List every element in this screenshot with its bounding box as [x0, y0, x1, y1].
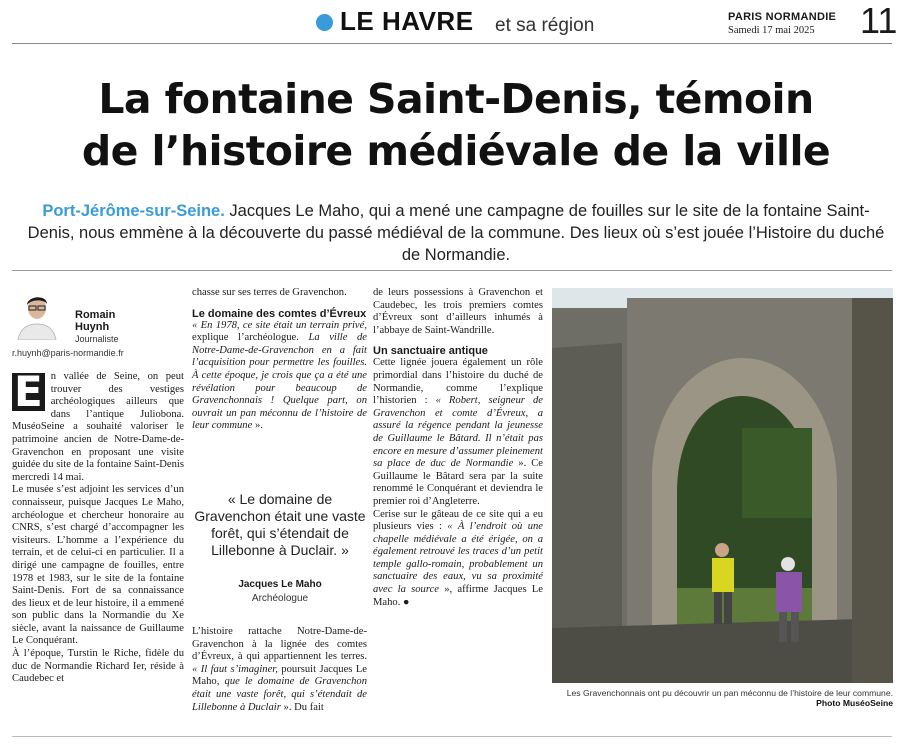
standfirst [20, 200, 892, 266]
subheading: Un sanctuaire antique [373, 345, 488, 358]
text: explique l’archéologue. [192, 332, 309, 344]
pull-quote-role: Archéologue [251, 593, 309, 604]
section-subtitle: et sa région [495, 15, 595, 36]
text: ». Du fait [280, 701, 324, 713]
paragraph [192, 320, 367, 433]
article-column-3 [373, 287, 543, 609]
author-email[interactable]: r.huynh@paris-normandie.fr [12, 348, 124, 358]
headline-line-2: de l’histoire médiévale de la ville [81, 127, 831, 175]
drop-cap: E [14, 367, 43, 416]
issue-date: Samedi 17 mai 2025 [728, 25, 815, 36]
paragraph [373, 357, 543, 508]
article-column-1 [12, 367, 184, 686]
author-role: Journaliste [75, 334, 119, 344]
quote-text: « À l’endroit où une chapelle médiévale a été érigée, on a également retrouvé les traces d’un petit temple gallo-romain, probablement un sanctuaire des eaux, vu sa proximité avec la source [373, 521, 543, 596]
author-first-name: Romain [75, 309, 116, 321]
quote-text: « En 1978, ce site était un terrain privé, [192, 319, 367, 331]
footer-rule [12, 736, 892, 737]
text: poursuit Jacques Le Maho, [192, 663, 367, 688]
paragraph [373, 509, 543, 610]
text: », affirme Jacques Le Maho. ● [373, 584, 543, 608]
author-name [75, 309, 115, 333]
paragraph: n vallée de Seine, on peut trouver des vestiges archéologiques ailleurs que dans l’antique Juliobona. MuséoSeine a souhaité valoriser le patrimoine ancien de Notre-Dame-de-Gravenchon en proposant une visite guidée du site de la fontaine Saint-Denis mercredi 14 mai. [12, 371, 184, 483]
standfirst-rule [12, 270, 892, 271]
paragraph: chasse sur ses terres de Gravenchon. [192, 287, 347, 298]
section-title: LE HAVRE [340, 6, 474, 36]
headline-line-1: La fontaine Saint-Denis, témoin [98, 75, 814, 123]
paragraph: À l’époque, Turstin le Riche, fidèle du duc de Normandie Richard Ier, réside à Caudebec et [12, 648, 184, 685]
author-avatar [16, 288, 58, 340]
paragraph: Le musée s’est adjoint les services d’un connaisseur, puisque Jacques Le Maho, archéologue et chercheur honoraire au CNRS, s’est chargé d’accompagner les visiteurs. L’homme a l’expérience du terrain, et de celui-ci en particulier. Il a dirigé une campagne de fouilles, entre 1978 et 1983, sur le site de la fontaine Saint-Denis. Fort de sa connaissance des lieux et de leur histoire, il a emmené son public dans la Normandie du Xe siècle, avant la naissance de Guillaume Le Conquérant. [12, 484, 184, 647]
quote-text: « Il faut s’imaginer, [192, 663, 278, 675]
article-photo [552, 288, 893, 683]
section-dot [316, 14, 333, 31]
subheading: Le domaine des comtes d’Évreux [192, 307, 367, 320]
text: ». [252, 420, 263, 432]
text: Cerise sur le gâteau de ce site qui a eu plusieurs vies : [373, 508, 543, 533]
page-number: 11 [860, 0, 898, 41]
pull-quote: « Le domaine de Gravenchon était une vaste forêt, qui s’étendait de Lillebonne à Duclair. » [194, 491, 366, 558]
caption-text: Les Gravenchonnais ont pu découvrir un pan méconnu de l’histoire de leur commune. [566, 688, 893, 698]
text: Cette lignée jouera également un rôle primordial dans l’histoire du duché de Normandie, comme l’explique l’historien : [373, 357, 543, 407]
quote-text: La ville de Notre-Dame-de-Gravenchon en a fait l’acquisition pour permettre les fouilles. À cette époque, je crois que ça a été une révélation pour beaucoup de Gravenchonnais ! Quelque part, on ouvrait un pan méconnu de l’histoire de leur commune [192, 332, 367, 432]
paragraph [192, 626, 367, 714]
quote-text: « Robert, seigneur de Gravenchon et comte d’Évreux, a assuré la régence pendant la jeunesse de Guillaume le Bâtard. Il n’était pas encore en mesure d’assumer pleinement sa place de duc de Normandie [373, 395, 543, 470]
standfirst-location: Port-Jérôme-sur-Seine. [42, 202, 225, 220]
article-column-2 [192, 287, 367, 433]
photo-caption [552, 688, 893, 709]
article-column-2-bottom [192, 626, 367, 714]
header-rule [12, 43, 892, 44]
author-last-name: Huynh [75, 321, 110, 333]
quote-text: que le domaine de Gravenchon était une vaste forêt, qui s’étendait de Lillebonne à Duclair [192, 676, 367, 713]
photo-credit: Photo MuséoSeine [816, 698, 893, 709]
text: L’histoire rattache Notre-Dame-de-Gravenchon à la lignée des comtes d’Évreux, à qui appartiennent les terres. [192, 626, 367, 663]
paragraph: de leurs possessions à Gravenchon et Caudebec, les trois premiers comtes d’Évreux sont d’ailleurs inhumés à l’abbaye de Saint-Wandrille. [373, 287, 543, 336]
standfirst-text: Jacques Le Maho, qui a mené une campagne de fouilles sur le site de la fontaine Saint-Denis, nous emmène à la découverte du passé médiéval de la commune. Des lieux où s’est jouée l’Histoire du duché de Normandie. [27, 202, 885, 264]
newspaper-name: PARIS NORMANDIE [728, 11, 837, 23]
pull-quote-author: Jacques Le Maho [238, 579, 322, 590]
headline [20, 73, 892, 177]
text: ». Ce Guillaume le Bâtard sera par la suite renommé le Conquérant et deviendra le premier roi d’Angleterre. [373, 458, 543, 507]
